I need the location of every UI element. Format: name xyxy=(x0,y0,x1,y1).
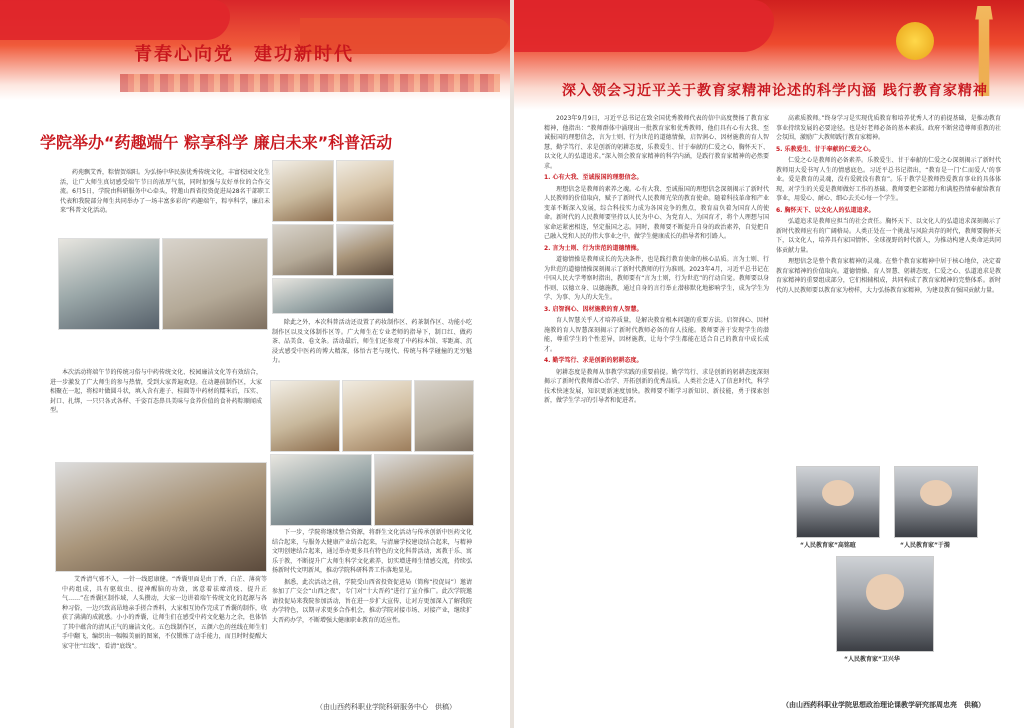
banner-title: 深入领会习近平关于教育家精神论述的科学内涵 践行教育家精神 xyxy=(562,83,988,99)
photo-herbs xyxy=(414,380,474,452)
photo-zongzi xyxy=(272,160,334,222)
photo-crafts xyxy=(374,454,474,526)
paragraph: 道德情操是教师成长的先决条件，也是践行教育使命的核心品质。言为士则、行为世范的道德情操深刻揭示了新时代教师的行为准则。2023年4月，习近平总书记在中国人民大学考察时指出，教师要有“言为士则，行为世范”的行动自觉。教师要以身作则、以德立身、以德施教，通过自身的言行举止潜移默化地影响学生，成为学生为学、为事、为人的大先生。 xyxy=(544,256,769,301)
left-page xyxy=(0,0,510,728)
paragraph: 仁爱之心是教师的必备素养。乐教爱生、甘于奉献的仁爱之心深刻揭示了新时代教师用大爱书写人生的情感底色。习近平总书记指出，“教育是一门‘仁而爱人’的事业。爱是教育的灵魂，没有爱就没有教育”。乐于教学是教师热爱教育事业的具体体现，对学生的关爱是教师做好工作的基础。教师要把全部精力和满腔热情奉献给教育事业，用爱心、耐心、细心去关心每一个学生。 xyxy=(776,157,1001,202)
portrait-caption: “人民教育家”于漪 xyxy=(900,542,950,549)
portrait-caption: “人民教育家”高铭暄 xyxy=(800,542,856,549)
intro-text xyxy=(60,168,270,236)
paragraph: 育人智慧关乎人才培养质量，是解决教育根本问题的重要方法。启智润心、因材施教的育人智慧深刻揭示了新时代教师必备的育人技能。教师要善于发现学生的潜能，尊重学生的个性差异，因材施教，让每个学生都能在适合自己的教育中成长成才。 xyxy=(544,317,769,353)
paragraph: 理想信念是教师的素养之魂。心有大我、至诚报国的理想信念深刻揭示了新时代人民教师的价值取向，赋予了新时代人民教师光荣的教育使命。随着科技革命和产业变革不断深入发展，综合科技实力成为各国竞争的焦点，教育肩负着为国育人的使命。新时代的人民教师要坚持以人民为中心、为党育人、为国育才，将个人理想与国家命运紧密相连，坚定报国之志。同时，教师要不断提升自身的政治素养，自觉把自己融入党和人民的伟大事业之中，做学生健康成长的指导者和引路人。 xyxy=(544,185,769,240)
article-credit: （由山西药科职业学院思想政治理论课教学研究部周忠亮 供稿） xyxy=(782,701,985,709)
paragraph: 2023年9月9日，习近平总书记在致全国优秀教师代表的信中高度赞扬了教育家精神，他指出：“教师群体中涌现出一批教育家和优秀教师，他们具有心有大我、至诚报国的理想信念，言为士则、行为世范的道德情操，启智润心、因材施教的育人智慧，勤学笃行、求是创新的躬耕态度，乐教爱生、甘于奉献的仁爱之心，胸怀天下、以文化人的弘道追求。”深入领会教育家精神的科学内涵，是践行教育家精神的必然要求。 xyxy=(544,115,769,170)
flag-decoration xyxy=(514,0,774,52)
paragraph: 弘道追求是教师应担当的社会责任。胸怀天下、以文化人的弘道追求深刻揭示了新时代教师应有的广阔格局。人类正处在一个挑战与风险共存的时代，教师要胸怀天下，以文化人，培养具有家国情怀、全球视野的时代新人，为推动构建人类命运共同体贡献力量。 xyxy=(776,218,1001,254)
paragraph: 药苑飘艾香，粽情贺端阳。为弘扬中华民族优秀传统文化，丰富校园文化生活，让广大师生真切感受端午节日的浓厚气氛，同时加强与友好单位的合作交流。6月5日，学院由科研服务中心牵头，特邀山西省投资促进局28名干部职工代表和我院部分师生共同举办了一场丰富多彩的“药趣端午，粽享科学，廉启未来”科普文化活动。 xyxy=(60,169,270,214)
face xyxy=(822,480,855,507)
photo-cooking xyxy=(336,224,394,276)
photo-making-sachets xyxy=(55,462,267,572)
section-heading: 1. 心有大我、至诚报国的理想信念。 xyxy=(544,174,643,181)
right-column-text xyxy=(272,318,472,378)
photo-workshop xyxy=(272,224,334,276)
city-skyline xyxy=(120,74,500,92)
photo-display xyxy=(270,380,340,452)
photo-group-visit xyxy=(58,238,160,330)
article-credit: （由山西药科职业学院科研服务中心 供稿） xyxy=(316,703,456,711)
paragraph: 本次活动将端午节的传统习俗与中药传统文化、校园廉洁文化等有效结合，进一步激发了广大师生的参与热情，受到大家普遍欢迎。在动趣前制作区，大家相聚在一起，将棕叶做圆斗状，填入含有莲子、桂圆等中药材的糯米后，压实、封口、扎绑，一只只各式各样、千姿百态鼻具美味与食养价值的食补药粽顺闻成型。 xyxy=(50,369,262,414)
portrait-wei-xinghua xyxy=(836,556,934,652)
party-emblem-icon xyxy=(896,22,934,60)
flag-decoration xyxy=(0,0,230,40)
section-heading: 2. 言为士则、行为世范的道德情操。 xyxy=(544,244,643,252)
face xyxy=(920,480,953,507)
section-heading: 6. 胸怀天下、以文化人的弘道追求。 xyxy=(776,206,875,214)
left-banner xyxy=(0,0,510,100)
article-headline: 学院举办“药趣端午 粽享科学 廉启未来”科普活动 xyxy=(40,133,393,152)
photo-lecture xyxy=(162,238,268,330)
photo-students xyxy=(272,278,394,314)
section-heading: 5. 乐教爱生、甘于奉献的仁爱之心。 xyxy=(776,145,875,153)
middle-text xyxy=(50,368,262,468)
paragraph: 下一步，学院将继续整合资源，将群生文化活动与传承创新中医药文化结合起来，与服务大健康产业结合起来，与清廉学校建设结合起来，与精神文明创建结合起来，通过举办更多具有特色的文化科普活动，寓教于乐、寓乐于教，不断提升广大师生科学文化素养，切实增进师生情感交流，持续弘扬新时代文明新风，推动学院科研科普工作落地显见。 xyxy=(272,529,472,574)
portrait-yu-yi xyxy=(894,466,978,538)
right-col2-text xyxy=(776,114,1001,460)
banner-title: 青春心向党 建功新时代 xyxy=(134,44,354,65)
photo-specimens xyxy=(342,380,412,452)
portrait-gao-mingxuan xyxy=(796,466,880,538)
right-column-bottom-text xyxy=(272,528,472,693)
face xyxy=(866,574,904,610)
paragraph: 艾香清气邪不入，一针一线愿康健。“香囊里面是由丁香、白芷、薄荷等中药组成，具有驱蚊虫、提神醒脑的功效，寓意着祛瘴消疫、提升正气……”在香囊区制作域，人头攒动，大家一边讲着端午传统文化的起源与各种习俗，一边兴致高昂地亲手搓合香料，大家相互协作完成了香囊的制作，收获了满满的成就感。小小的香囊，让师生们在感受中药文化魅力之余，也体悟了其中蕴含的清风正气的廉洁文化。五色线制作区，五颜六色的丝线在师生们手中翻飞，编织出一幅幅美丽的图案，不仅锻炼了动手能力，而且时时提醒大家守住“红线”、看清“底线”。 xyxy=(62,576,267,650)
paragraph: 高素质教师。”终身学习是实现优质教育和培养优秀人才的前提基础，是推动教育事业持续发展的必要途径。也是好老师必备的基本素质。政府不断营造尊师重教的社会氛围，激励广大教师践行教育家精神。 xyxy=(776,115,1001,141)
portrait-caption: “人民教育家”卫兴华 xyxy=(844,656,900,663)
section-heading: 4. 勤学笃行、求是创新的躬耕态度。 xyxy=(544,357,643,364)
right-col1-text xyxy=(544,114,769,710)
bottom-text xyxy=(62,575,267,693)
section-heading: 3. 启智润心、因材施教的育人智慧。 xyxy=(544,305,643,313)
right-page xyxy=(514,0,1024,728)
paragraph: 除此之外，本次科普活动还设置了药妆制作区、药茶制作区、功能小吃制作区以及文体制作区等。广大师生在专业老师的指导下，制口红、做药茶、品美食、卷文条。活动最后，师生们还参观了中药标本馆、零距离、沉浸式感受中医药的博大精深，体悟古老与现代、传统与科学碰撞的无穷魅力。 xyxy=(272,319,472,364)
paragraph: 理想信念是整个教育家精神的灵魂。在整个教育家精神中居于核心地位，决定着教育家精神的价值取向。道德情操、育人智慧、躬耕态度、仁爱之心、弘道追求是教育家精神的重要组成部分，它们相辅相成，共同构成了教育家精神的完整体系。新时代的人民教师要以教育家为榜样，大力弘扬教育家精神，为建设教育强国贡献力量。 xyxy=(776,258,1001,294)
photo-hall xyxy=(270,454,372,526)
paragraph: 据悉，此次活动之前，学院受山西省投资促进局（简称“投促局”）邀请参加了广交会“山西之夜”，专门对“十大晋药”进行了宣介推广。此次学院邀请投促局来我院参加活动，旨在进一步扩大宣传，让对方更加深入了解我院办学特色，以期寻求更多合作机会，推动学院对接市场、对接产业，继续扩大晋药办学，不断增强大健康职业教育的适应性。 xyxy=(272,578,472,624)
photo-tea xyxy=(336,160,394,222)
right-banner xyxy=(514,0,1024,110)
paragraph: 躬耕态度是教师从事教学实践的重要前提。勤学笃行、求是创新的躬耕态度深刻揭示了新时代教师潜心治学、开拓创新的优秀品质。人类社会进入了信息时代，科学技术快速发展，知识更新速度加快。教师要不断学习新知识、新技能，勇于探索创新，做学生学习的引导者和促进者。 xyxy=(544,368,769,404)
